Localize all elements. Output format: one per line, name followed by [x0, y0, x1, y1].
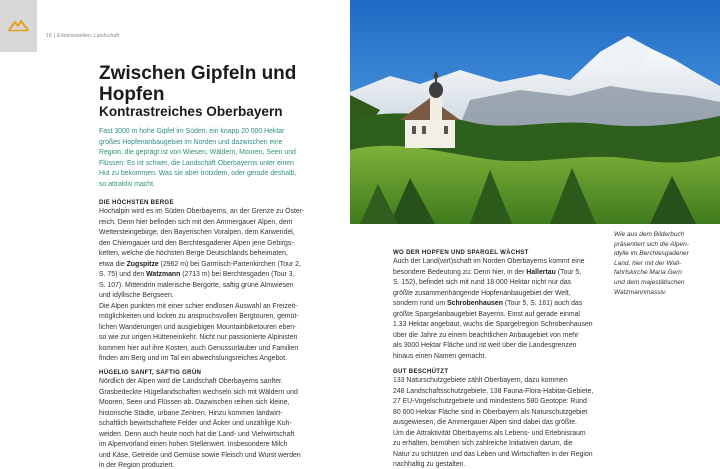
place-name: Zugspitze — [126, 260, 159, 268]
page-title — [99, 63, 339, 105]
mountain-church-photo — [350, 0, 720, 224]
title-line: Hopfen — [99, 84, 165, 105]
intro-line: Flüssen: Es ist schwer, die Landschaft Oberbayerns unter einen — [99, 159, 294, 167]
text-line: reich. Denn hier befinden sich mit den Ammergauer Alpen, dem — [99, 218, 293, 226]
text-line: in der Region produziert. — [99, 462, 175, 469]
running-head: 16 | Erlebniswelten: Landschaft — [46, 33, 120, 39]
page-subtitle: Kontrastreiches Oberbayern — [99, 104, 283, 119]
section-body — [99, 207, 314, 365]
mountain-icon — [8, 18, 29, 32]
page-number: 16 — [46, 33, 52, 39]
section-heading: HÜGELIG SANFT, SAFTIG GRÜN — [99, 369, 202, 376]
text-line: Um die Attraktivität Oberbayerns als Lebens- und Erlebnisraum — [393, 429, 586, 437]
text-line: S. 152), befindet sich mit rund 18 000 Hektar nicht nur das — [393, 279, 572, 286]
section-name: Erlebniswelten: Landschaft — [57, 33, 120, 39]
text-line: historische Städte, urbane Zentren. Hinzu kommen landwirt- — [99, 409, 283, 417]
text-line: den Chiemgauer und den Berchtesgadener Alpen jene Gebirgs- — [99, 239, 294, 247]
caption-line: idylle im Berchtesgadener — [614, 250, 689, 258]
caption-line: präsentiert sich die Alpen- — [614, 240, 689, 248]
text-line: kommen hier auf ihre Kosten, auch Genussurlauber und Familien — [99, 344, 299, 352]
text-line: größte zusammenhängende Hopfenanbaugebiet der Welt, — [393, 289, 571, 297]
text-line: 133 Naturschutzgebiete zählt Oberbayern, dazu kommen — [393, 377, 568, 384]
text-line: so wie zur urigen Hütteneinkehr. Nicht nur passionierte Alpinisten — [99, 334, 298, 341]
text-line: nachhaltig zu gestalten. — [393, 461, 466, 468]
text-line: 1,33 Hektar angebaut, wuchs die Spargelregion Schrobenhausen — [393, 321, 593, 328]
section-heading: DIE HÖCHSTEN BERGE — [99, 199, 174, 206]
caption-line: Wie aus dem Bilderbuch — [614, 231, 685, 238]
place-name: Watzmann — [146, 271, 181, 278]
intro-line: Region, die geprägt ist von Wiesen, Wäldern, Mooren, Seen und — [99, 149, 296, 156]
text-line: 80 000 Hektar Fläche sind in Oberbayern als Naturschutzgebiet — [393, 408, 588, 416]
text-line: 27 EU-Vogelschutzgebiete und mindestens 580 Geotope: Rund — [393, 398, 587, 405]
intro-line: so attraktiv macht. — [99, 180, 155, 188]
intro-line: Fast 3000 m hohe Gipfel im Süden, ein knapp 20 000 Hektar — [99, 128, 285, 135]
intro-line: großes Hopfenanbaugebiet im Norden und dazwischen eine — [99, 138, 283, 146]
text-line: Die Alpen punkten mit einer schier endlosen Auswahl an Freizeit- — [99, 302, 298, 310]
text-line: Auch der Land(wirt)schaft im Norden Oberbayerns kommt eine — [393, 258, 585, 265]
text-line: zu erhalten, bemühen sich zahlreiche Initiativen darum, die — [393, 440, 573, 447]
text-line: als 3000 Hektar Fläche und ist weit über die Landesgrenzen — [393, 342, 577, 349]
section-body — [99, 377, 314, 469]
section-heading: WO DER HOPFEN UND SPARGEL WÄCHST — [393, 249, 529, 256]
text-line: besondere Bedeutung zu: Denn hier, in der Hallertau (Tour 5, — [393, 268, 582, 276]
text-line: Grasbedeckte Hügellandschaften wechseln sich mit Wäldern und — [99, 388, 298, 396]
text-line: und Käse, Getreide und Gemüse sowie Fleisch und Wurst werden — [99, 451, 301, 459]
caption-line: Land, hier mit der Wall- — [614, 259, 682, 267]
text-line: Hochalpin wird es im Süden Oberbayerns, an der Grenze zu Öster- — [99, 208, 305, 215]
text-line: Natur zu schützen und das Leben und Wirtschaften in der Region — [393, 450, 593, 458]
text-line: sondern rund um Schrobenhausen (Tour 5, S. 161) auch das — [393, 300, 583, 307]
text-line: S. 75) und den Watzmann (2713 m) bei Berchtesgaden (Tour 3, — [99, 271, 295, 278]
text-line: Wettersteingebirge, den Bayerischen Voralpen, dem Karwendel, — [99, 229, 295, 236]
text-line: im Alpenvorland einen hohen Stellenwert. Insbesondere Milch — [99, 441, 288, 448]
text-line: S. 107). Mittendrin malerische Bergorte, saftig grüne Almwiesen — [99, 281, 294, 289]
text-line: etwa die Zugspitze (2962 m) bei Garmisch-Partenkirchen (Tour 2, — [99, 260, 301, 268]
text-line: größte Spargelanbaugebiet Bayerns. Einst auf gerade einmal — [393, 310, 580, 318]
chapter-tab — [0, 0, 37, 52]
text-line: ausgewiesen, die Ammergauer Alpen sind dabei das größte. — [393, 419, 577, 426]
title-line: Zwischen Gipfeln und — [99, 63, 297, 84]
photo-caption — [614, 230, 718, 297]
text-line: ketten, welche die höchsten Berge Deutschlands beheimaten, — [99, 250, 288, 257]
section-body — [393, 376, 608, 469]
text-line: 248 Landschaftsschutzgebiete, 138 Fauna-Flora-Habitat-Gebiete, — [393, 387, 594, 395]
text-line: und idyllische Bergseen. — [99, 292, 174, 299]
text-line: schaftlich bewirtschaftete Felder und Äcker und unzählige Kuh- — [99, 420, 292, 427]
text-line: Nördlich der Alpen wird die Landschaft Oberbayerns sanfter. — [99, 378, 283, 385]
caption-line: und dem majestätischen — [614, 278, 685, 286]
section-body — [393, 257, 608, 362]
text-line: hinaus einen Namen gemacht. — [393, 352, 487, 360]
text-line: finden am Berg und im Tal ein abwechslungsreiches Angebot. — [99, 355, 287, 362]
text-line: Mooren, Seen und Flüssen ab. Dazwischen reihen sich kleine, — [99, 399, 290, 406]
section-heading: GUT BESCHÜTZT — [393, 368, 449, 375]
text-line: möglichkeiten und locken zu anspruchsvollen Bergtouren, gemüt- — [99, 313, 299, 320]
intro-line: Hut zu bekommen. Was sie aber trotzdem, oder gerade deshalb, — [99, 170, 297, 177]
place-name: Hallertau — [526, 268, 556, 276]
text-line: lichen Wanderungen und ausgiebigen Mountainbiketouren eben- — [99, 323, 297, 331]
caption-line: Watzmannmassiv. — [614, 288, 667, 296]
text-line: über die Jahre zu einem beachtlichen Anbaugebiet von mehr — [393, 331, 579, 339]
intro-text — [99, 127, 314, 190]
text-line: weiden. Denn auch heute noch hat die Land- und Viehwirtschaft — [99, 430, 295, 438]
caption-line: fahrtskirche Maria Gern — [614, 269, 682, 277]
place-name: Schrobenhausen — [447, 300, 503, 307]
